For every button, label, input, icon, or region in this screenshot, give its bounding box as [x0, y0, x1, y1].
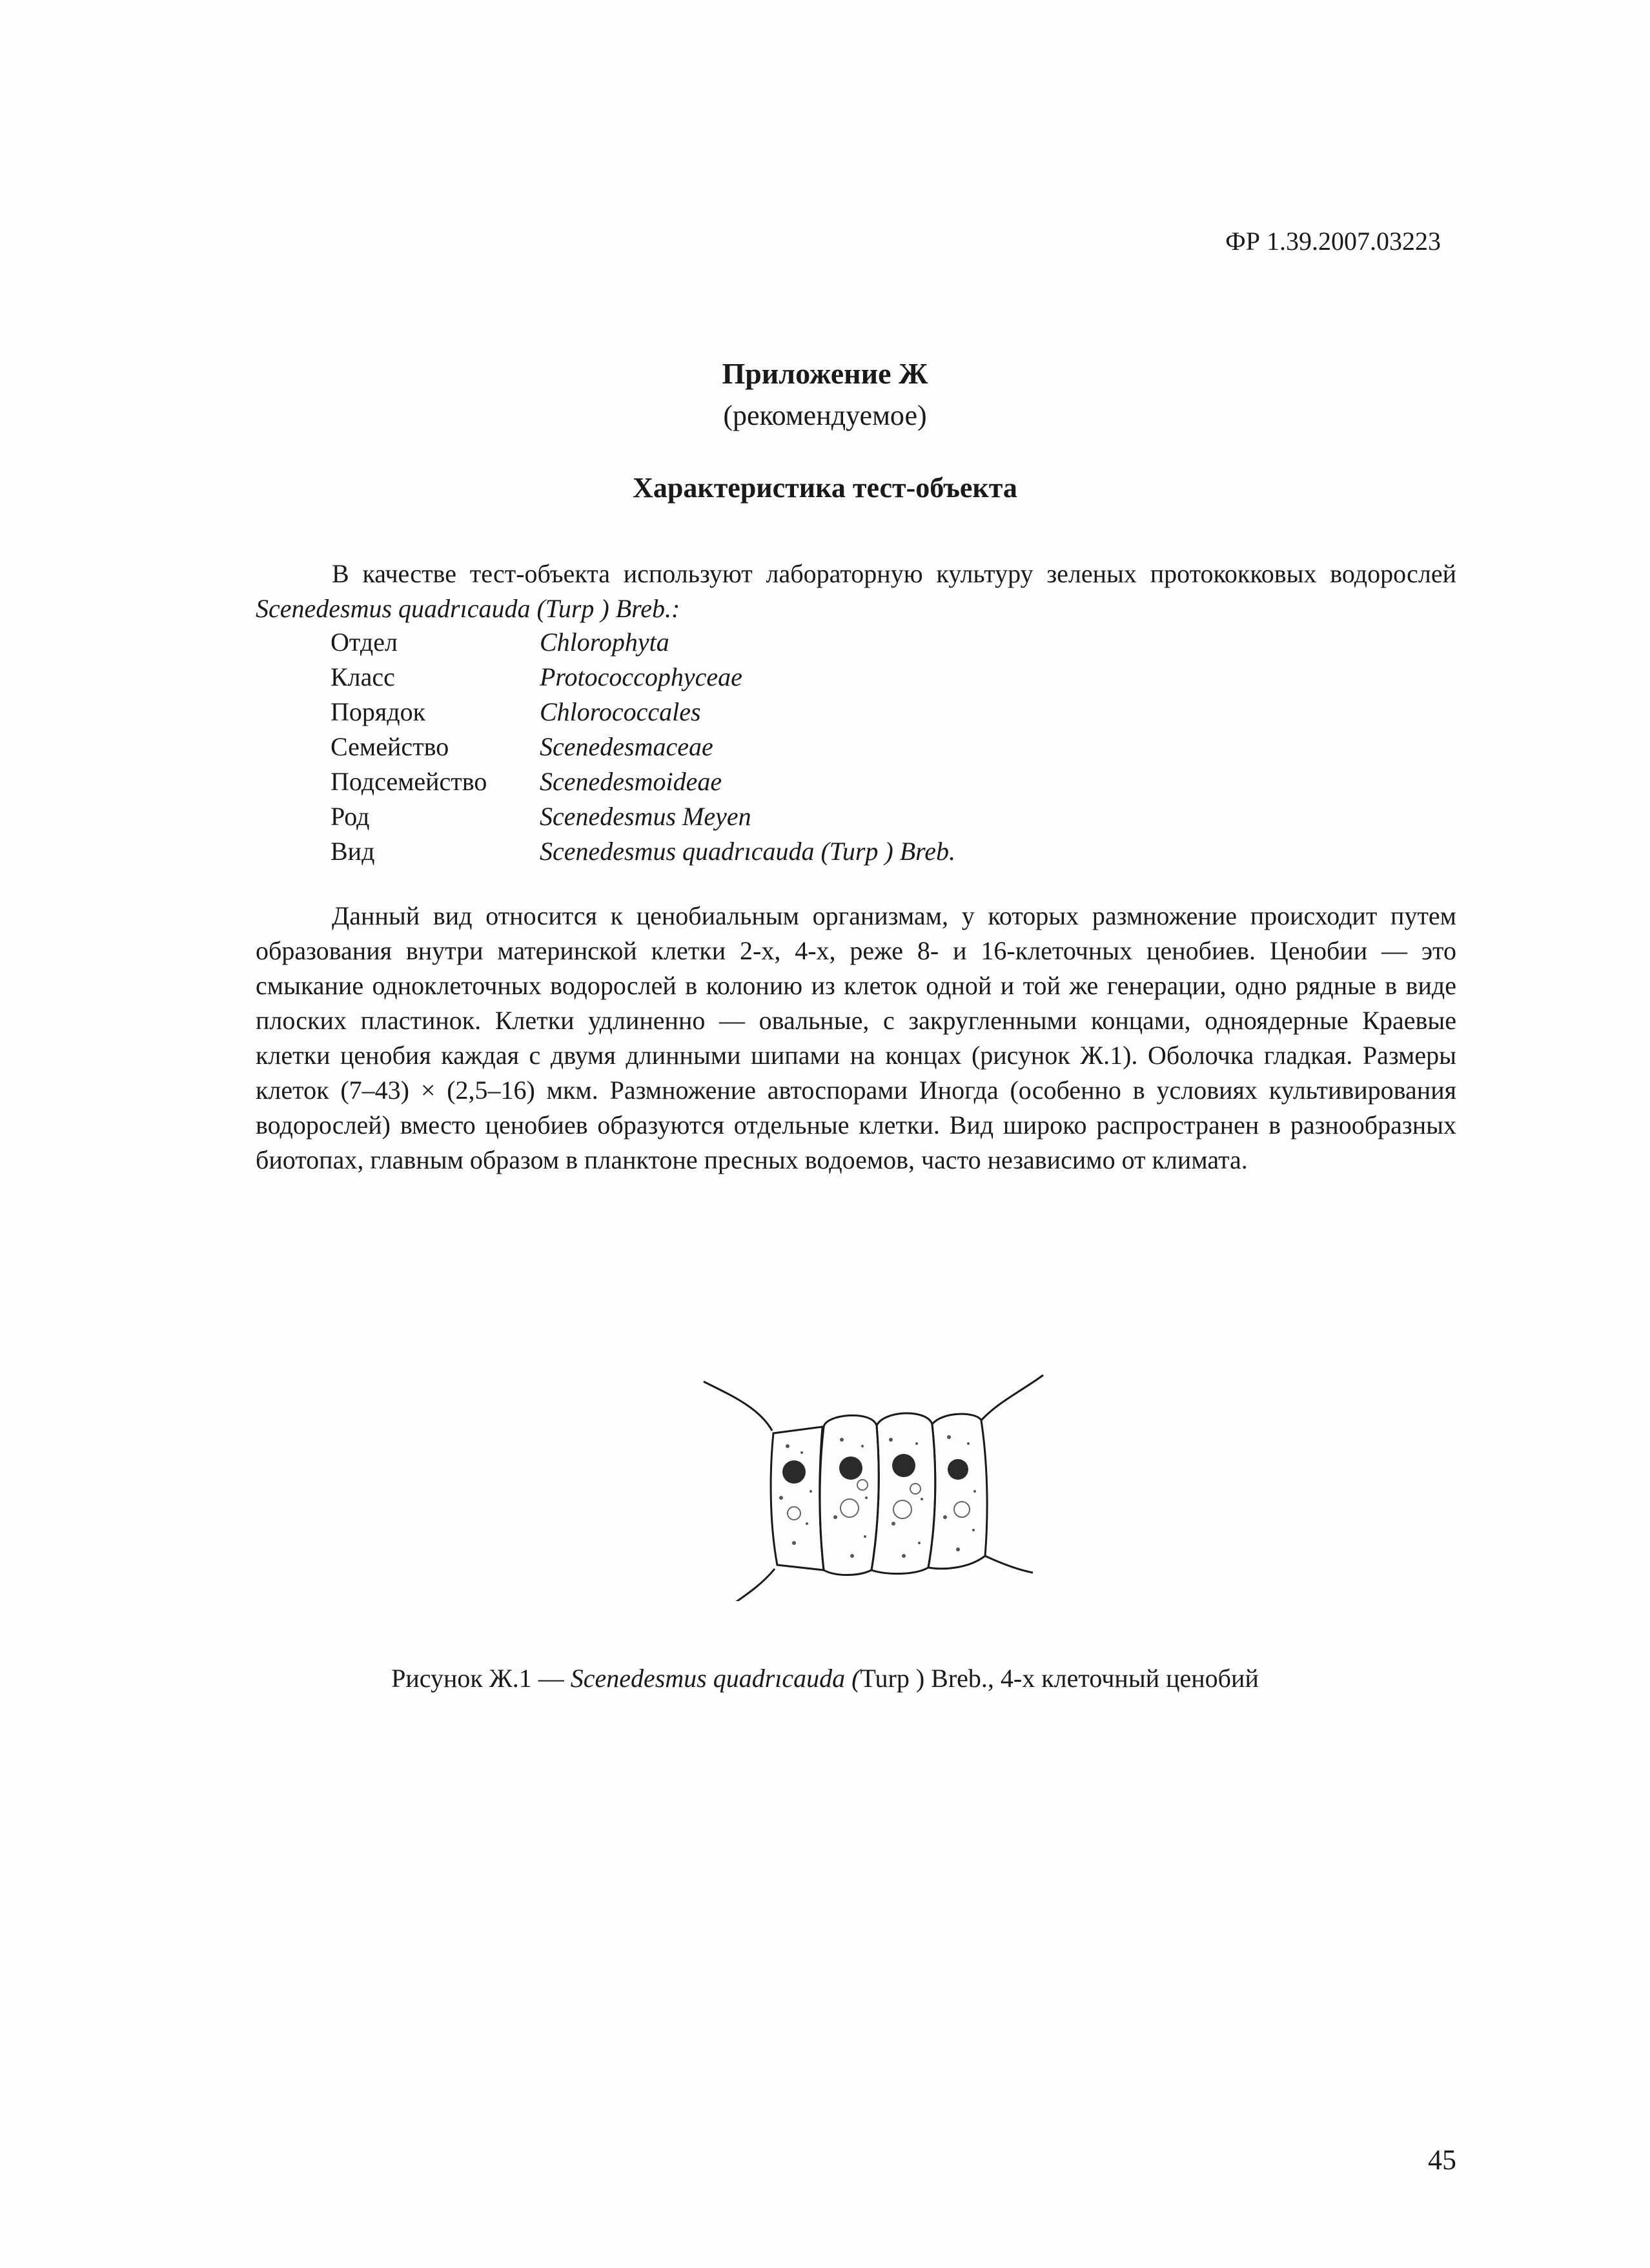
taxonomy-name: Chlorococcales: [540, 697, 701, 726]
intro-species-line: Scenedesmus quadrıcauda (Turp ) Breb.:: [256, 594, 680, 623]
taxonomy-name: Chlorophyta: [540, 628, 669, 657]
nucleus-1: [782, 1460, 806, 1484]
taxonomy-row: [331, 625, 955, 660]
taxonomy-row: [331, 834, 955, 869]
cell-2: [820, 1415, 879, 1575]
spine-top-right: [981, 1375, 1043, 1420]
cell-4: [928, 1414, 987, 1569]
caption-prefix: Рисунок Ж.1 —: [391, 1664, 571, 1693]
taxonomy-rank: Семейство: [331, 732, 449, 761]
document-code: ФР 1.39.2007.03223: [1225, 227, 1441, 256]
spine-bottom-left: [719, 1569, 775, 1601]
taxonomy-row: [331, 799, 955, 834]
taxonomy-name: Scenedesmus quadrıcauda (Turp ) Breb.: [540, 837, 955, 866]
nucleus-2: [839, 1456, 862, 1480]
intro-line-1: В качестве тест-объекта используют лабораторную культуру зеленых протококковых водорослей: [332, 559, 1456, 588]
taxonomy-row: [331, 730, 955, 764]
cell-3: [871, 1413, 935, 1574]
intro-paragraph: [256, 557, 1456, 626]
nucleus-4: [948, 1459, 968, 1480]
taxonomy-rank: Подсемейство: [331, 767, 487, 796]
taxonomy-name: Protococcophyceae: [540, 662, 742, 691]
appendix-note: (рекомендуемое): [723, 400, 927, 431]
spine-top-left: [704, 1382, 772, 1431]
taxonomy-list: [331, 625, 955, 869]
page-number: 45: [1428, 2144, 1456, 2176]
taxonomy-rank: Вид: [331, 837, 375, 866]
cell-1: [771, 1427, 824, 1570]
taxonomy-name: Scenedesmaceae: [540, 732, 713, 761]
caption-species: Scenedesmus quadrıcauda (: [570, 1664, 861, 1693]
taxonomy-name: Scenedesmus Meyen: [540, 802, 751, 831]
scenedesmus-coenobium-drawing: [697, 1330, 1059, 1601]
description-paragraph: Данный вид относится к ценобиальным организмам, у которых размножение происходит путем образования внутри материнской клетки 2-х, 4-х, реже 8- и 16-клеточных ценобиев. Ценобии — это смыкание одноклеточных водорослей в колонию из клеток одной и той же генерации, одно рядные в виде плоских пластинок. Клетки удлиненно — овальные, с закругленными концами, одноядерные Краевые клетки ценобия каждая с двумя длинными шипами на концах (рисунок Ж.1). Оболочка гладкая. Размеры клеток (7–43) × (2,5–16) мкм. Размножение автоспорами Иногда (особенно в условиях культивирования водорослей) вместо ценобиев образуются отдельные клетки. Вид широко распространен в разнообразных биотопах, главным образом в планктоне пресных водоемов, часто независимо от климата.: [256, 901, 1456, 1174]
taxonomy-name: Scenedesmoideae: [540, 767, 722, 796]
taxonomy-rank: Отдел: [331, 628, 398, 657]
appendix-title: Приложение Ж: [722, 357, 928, 390]
nucleus-3: [892, 1454, 915, 1477]
taxonomy-rank: Род: [331, 802, 370, 831]
section-title: Характеристика тест-объекта: [633, 472, 1017, 504]
coenobium-illustration: [697, 1330, 1059, 1601]
taxonomy-row: [331, 695, 955, 730]
figure-caption: [0, 1663, 1650, 1693]
taxonomy-rank: Порядок: [331, 697, 426, 726]
spine-bottom-right: [985, 1556, 1033, 1573]
taxonomy-rank: Класс: [331, 662, 395, 691]
caption-suffix: Turp ) Breb., 4-х клеточный ценобий: [860, 1664, 1259, 1693]
taxonomy-row: [331, 660, 955, 695]
taxonomy-row: [331, 764, 955, 799]
